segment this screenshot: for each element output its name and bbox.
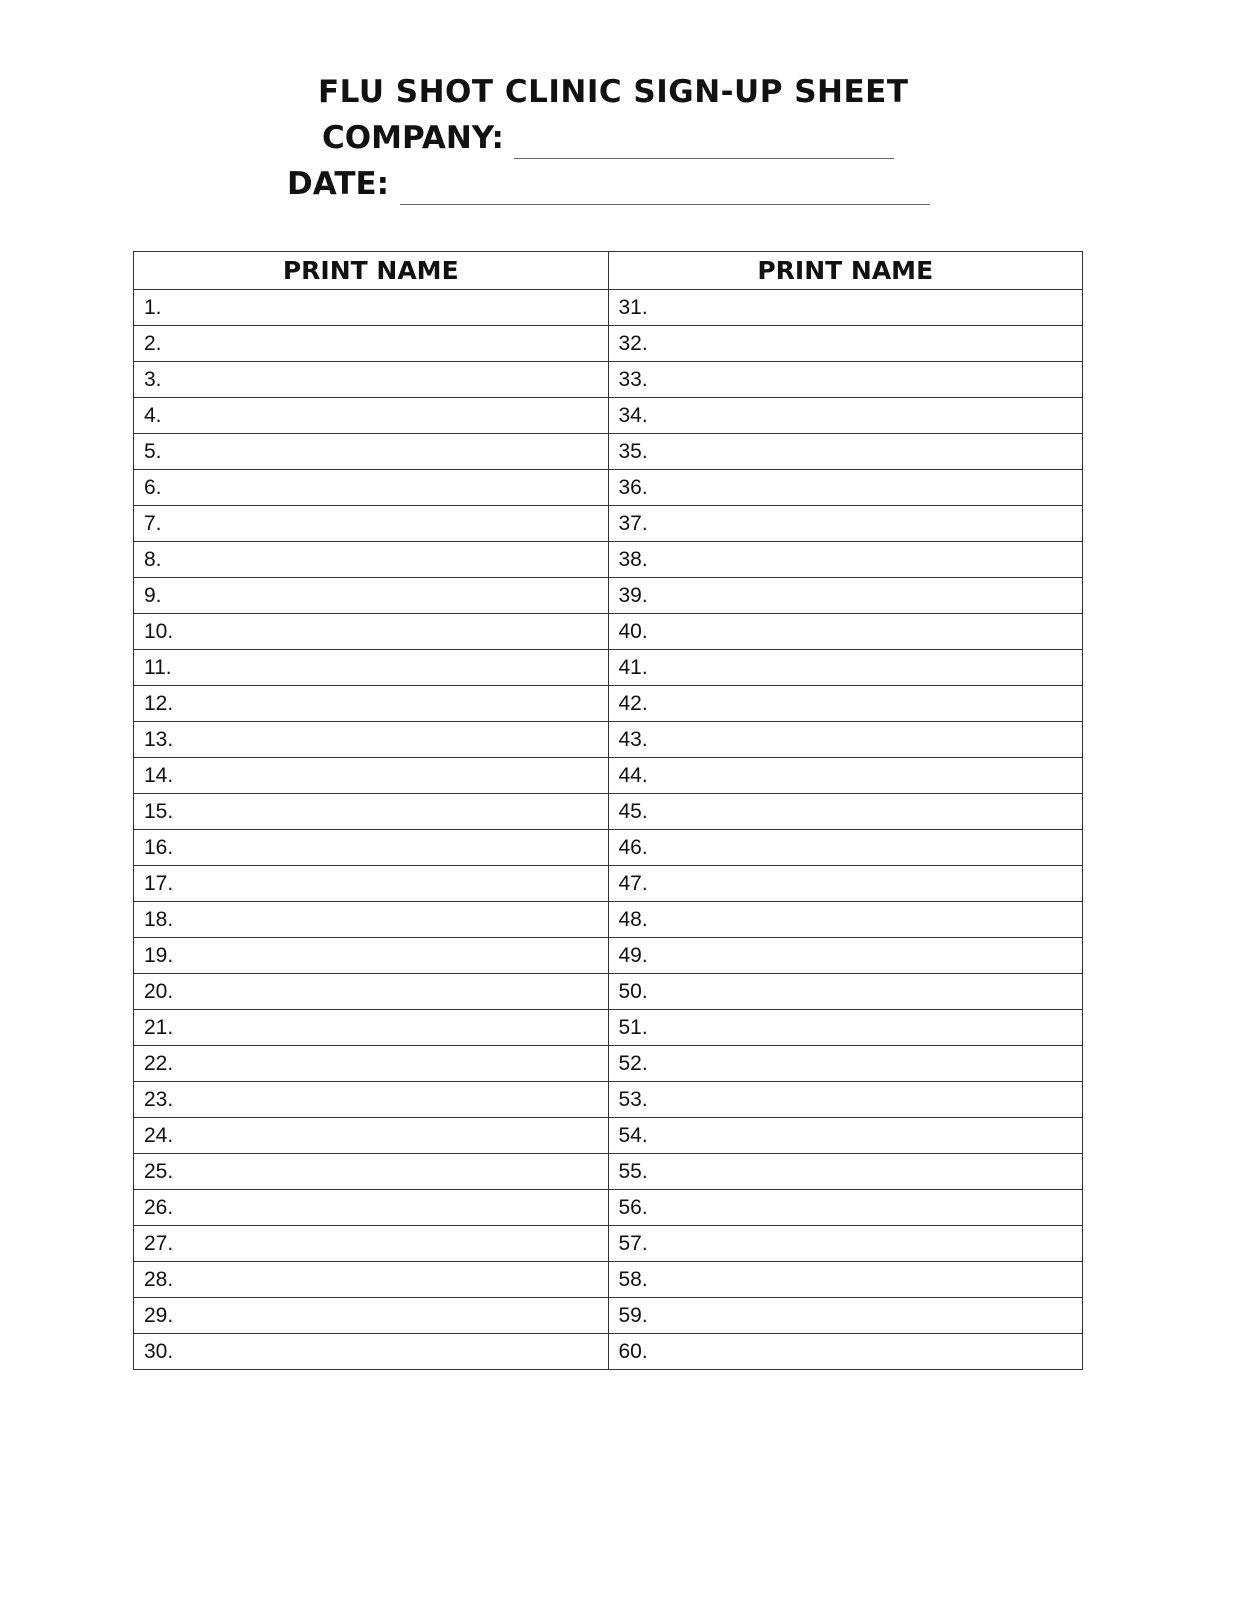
table-row bbox=[134, 902, 1083, 938]
name-entry-cell[interactable]: 41. bbox=[608, 650, 1083, 686]
name-entry-cell[interactable]: 40. bbox=[608, 614, 1083, 650]
name-entry-cell[interactable]: 3. bbox=[134, 362, 609, 398]
name-entry-cell[interactable]: 31. bbox=[608, 290, 1083, 326]
table-row bbox=[134, 1118, 1083, 1154]
table-row bbox=[134, 398, 1083, 434]
name-entry-cell[interactable]: 44. bbox=[608, 758, 1083, 794]
page-title: FLU SHOT CLINIC SIGN-UP SHEET bbox=[318, 74, 909, 110]
name-entry-cell[interactable]: 16. bbox=[134, 830, 609, 866]
name-entry-cell[interactable]: 58. bbox=[608, 1262, 1083, 1298]
table-row bbox=[134, 758, 1083, 794]
name-entry-cell[interactable]: 21. bbox=[134, 1010, 609, 1046]
table-row bbox=[134, 722, 1083, 758]
name-entry-cell[interactable]: 55. bbox=[608, 1154, 1083, 1190]
table-row bbox=[134, 506, 1083, 542]
name-entry-cell[interactable]: 15. bbox=[134, 794, 609, 830]
name-entry-cell[interactable]: 33. bbox=[608, 362, 1083, 398]
name-entry-cell[interactable]: 20. bbox=[134, 974, 609, 1010]
name-entry-cell[interactable]: 18. bbox=[134, 902, 609, 938]
date-label: DATE: bbox=[287, 166, 390, 202]
table-row bbox=[134, 1262, 1083, 1298]
name-entry-cell[interactable]: 10. bbox=[134, 614, 609, 650]
name-entry-cell[interactable]: 34. bbox=[608, 398, 1083, 434]
name-entry-cell[interactable]: 52. bbox=[608, 1046, 1083, 1082]
name-entry-cell[interactable]: 12. bbox=[134, 686, 609, 722]
name-entry-cell[interactable]: 29. bbox=[134, 1298, 609, 1334]
column-header-left: PRINT NAME bbox=[134, 252, 609, 290]
name-entry-cell[interactable]: 54. bbox=[608, 1118, 1083, 1154]
name-entry-cell[interactable]: 47. bbox=[608, 866, 1083, 902]
company-field[interactable] bbox=[514, 158, 894, 159]
name-entry-cell[interactable]: 37. bbox=[608, 506, 1083, 542]
name-entry-cell[interactable]: 32. bbox=[608, 326, 1083, 362]
name-entry-cell[interactable]: 4. bbox=[134, 398, 609, 434]
name-entry-cell[interactable]: 35. bbox=[608, 434, 1083, 470]
table-row bbox=[134, 866, 1083, 902]
name-entry-cell[interactable]: 1. bbox=[134, 290, 609, 326]
name-entry-cell[interactable]: 56. bbox=[608, 1190, 1083, 1226]
table-row bbox=[134, 542, 1083, 578]
name-entry-cell[interactable]: 7. bbox=[134, 506, 609, 542]
table-header-row bbox=[134, 252, 1083, 290]
name-entry-cell[interactable]: 48. bbox=[608, 902, 1083, 938]
name-entry-cell[interactable]: 27. bbox=[134, 1226, 609, 1262]
table-row bbox=[134, 614, 1083, 650]
table-row bbox=[134, 1082, 1083, 1118]
name-entry-cell[interactable]: 51. bbox=[608, 1010, 1083, 1046]
name-entry-cell[interactable]: 43. bbox=[608, 722, 1083, 758]
name-entry-cell[interactable]: 59. bbox=[608, 1298, 1083, 1334]
sign-up-rows bbox=[134, 290, 1083, 1370]
table-row bbox=[134, 1154, 1083, 1190]
name-entry-cell[interactable]: 13. bbox=[134, 722, 609, 758]
name-entry-cell[interactable]: 26. bbox=[134, 1190, 609, 1226]
name-entry-cell[interactable]: 39. bbox=[608, 578, 1083, 614]
name-entry-cell[interactable]: 2. bbox=[134, 326, 609, 362]
table-row bbox=[134, 650, 1083, 686]
name-entry-cell[interactable]: 38. bbox=[608, 542, 1083, 578]
table-row bbox=[134, 434, 1083, 470]
name-entry-cell[interactable]: 19. bbox=[134, 938, 609, 974]
name-entry-cell[interactable]: 6. bbox=[134, 470, 609, 506]
name-entry-cell[interactable]: 30. bbox=[134, 1334, 609, 1370]
table-row bbox=[134, 1298, 1083, 1334]
name-entry-cell[interactable]: 57. bbox=[608, 1226, 1083, 1262]
table-row bbox=[134, 686, 1083, 722]
name-entry-cell[interactable]: 23. bbox=[134, 1082, 609, 1118]
name-entry-cell[interactable]: 24. bbox=[134, 1118, 609, 1154]
date-field[interactable] bbox=[400, 204, 930, 205]
name-entry-cell[interactable]: 50. bbox=[608, 974, 1083, 1010]
column-header-right: PRINT NAME bbox=[608, 252, 1083, 290]
name-entry-cell[interactable]: 46. bbox=[608, 830, 1083, 866]
name-entry-cell[interactable]: 49. bbox=[608, 938, 1083, 974]
name-entry-cell[interactable]: 60. bbox=[608, 1334, 1083, 1370]
table-row bbox=[134, 1226, 1083, 1262]
name-entry-cell[interactable]: 9. bbox=[134, 578, 609, 614]
name-entry-cell[interactable]: 36. bbox=[608, 470, 1083, 506]
name-entry-cell[interactable]: 45. bbox=[608, 794, 1083, 830]
table-row bbox=[134, 830, 1083, 866]
table-row bbox=[134, 362, 1083, 398]
table-row bbox=[134, 1046, 1083, 1082]
name-entry-cell[interactable]: 8. bbox=[134, 542, 609, 578]
name-entry-cell[interactable]: 25. bbox=[134, 1154, 609, 1190]
name-entry-cell[interactable]: 14. bbox=[134, 758, 609, 794]
name-entry-cell[interactable]: 17. bbox=[134, 866, 609, 902]
table-row bbox=[134, 290, 1083, 326]
name-entry-cell[interactable]: 5. bbox=[134, 434, 609, 470]
table-row bbox=[134, 938, 1083, 974]
table-row bbox=[134, 470, 1083, 506]
name-entry-cell[interactable]: 53. bbox=[608, 1082, 1083, 1118]
table-row bbox=[134, 1334, 1083, 1370]
table-row bbox=[134, 1010, 1083, 1046]
sign-up-table bbox=[133, 251, 1083, 1370]
name-entry-cell[interactable]: 42. bbox=[608, 686, 1083, 722]
table-row bbox=[134, 1190, 1083, 1226]
name-entry-cell[interactable]: 11. bbox=[134, 650, 609, 686]
name-entry-cell[interactable]: 22. bbox=[134, 1046, 609, 1082]
table-row bbox=[134, 974, 1083, 1010]
table-row bbox=[134, 578, 1083, 614]
company-label: COMPANY: bbox=[322, 120, 504, 156]
table-row bbox=[134, 326, 1083, 362]
name-entry-cell[interactable]: 28. bbox=[134, 1262, 609, 1298]
table-row bbox=[134, 794, 1083, 830]
